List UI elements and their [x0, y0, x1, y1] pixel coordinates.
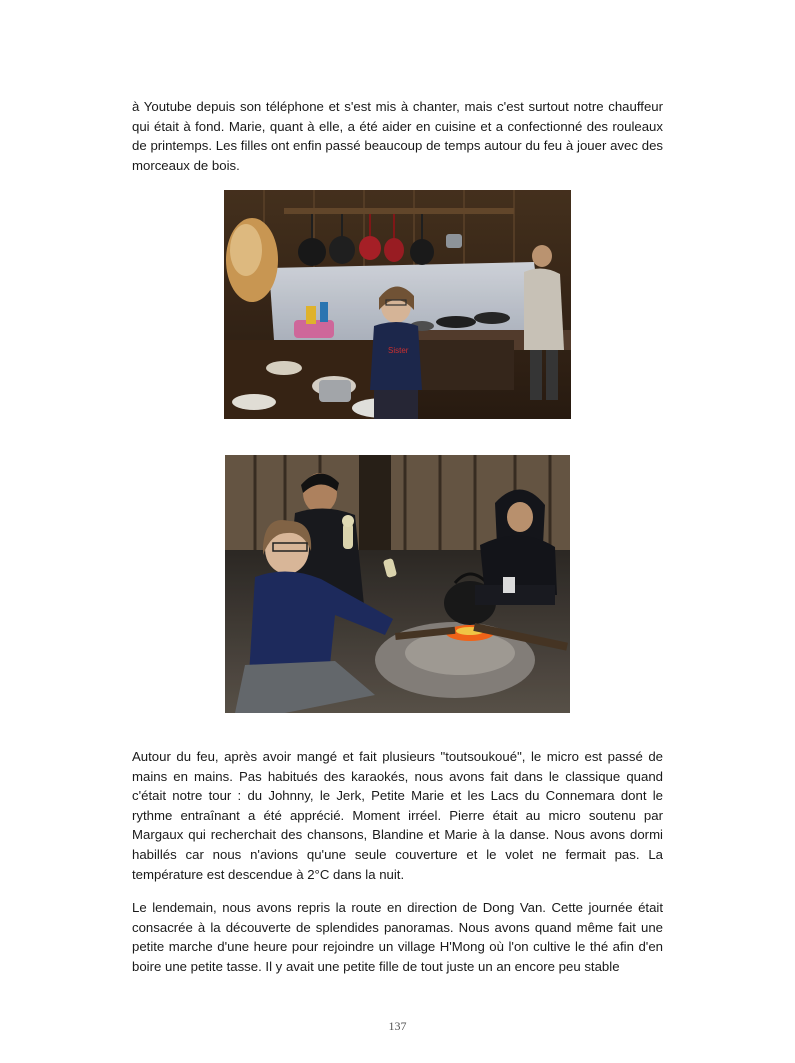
fireside-scene	[225, 455, 570, 713]
page-number: 137	[388, 1019, 407, 1033]
kitchen-scene	[224, 190, 571, 419]
paragraph-intro: à Youtube depuis son téléphone et s'est mis à chanter, mais c'est surtout notre chauffeur qui était à fond. Marie, quant à elle, a été aider en cuisine et a confectionné des rouleaux de printemps. Les filles ont enfin passé beaucoup de temps autour du feu à jouer avec des morceaux de bois.	[132, 99, 663, 173]
tshirt-text: Sister	[388, 346, 409, 355]
paragraph-dong-van: Le lendemain, nous avons repris la route en direction de Dong Van. Cette journée était consacrée à la découverte de splendides panoramas. Nous avons quand même fait une petite marche d'une heure pour rejoindre un village H'Mong où l'on cultive le thé afin d'en boire une petite tasse. Il y avait une petite fille de tout juste un an encore peu stable	[132, 900, 663, 974]
paragraph-karaoke: Autour du feu, après avoir mangé et fait plusieurs "toutsoukoué", le micro est passé de mains en mains. Pas habitués des karaokés, nous avons fait dans le classique quand c'était notre tour : du Johnny, le Jerk, Petite Marie et les Lacs du Connemara dont le rythme entraînant a été apprécié. Moment irréel. Pierre était au micro soutenu par Margaux qui recherchait des chansons, Blandine et Marie à la danse. Nous avons dormi habillés car nous n'avions qu'une seule couverture et le volet ne fermait pas. La température est descendue à 2°C dans la nuit.	[132, 749, 663, 882]
photo-kitchen	[224, 190, 571, 419]
photo-fireside	[225, 455, 570, 713]
